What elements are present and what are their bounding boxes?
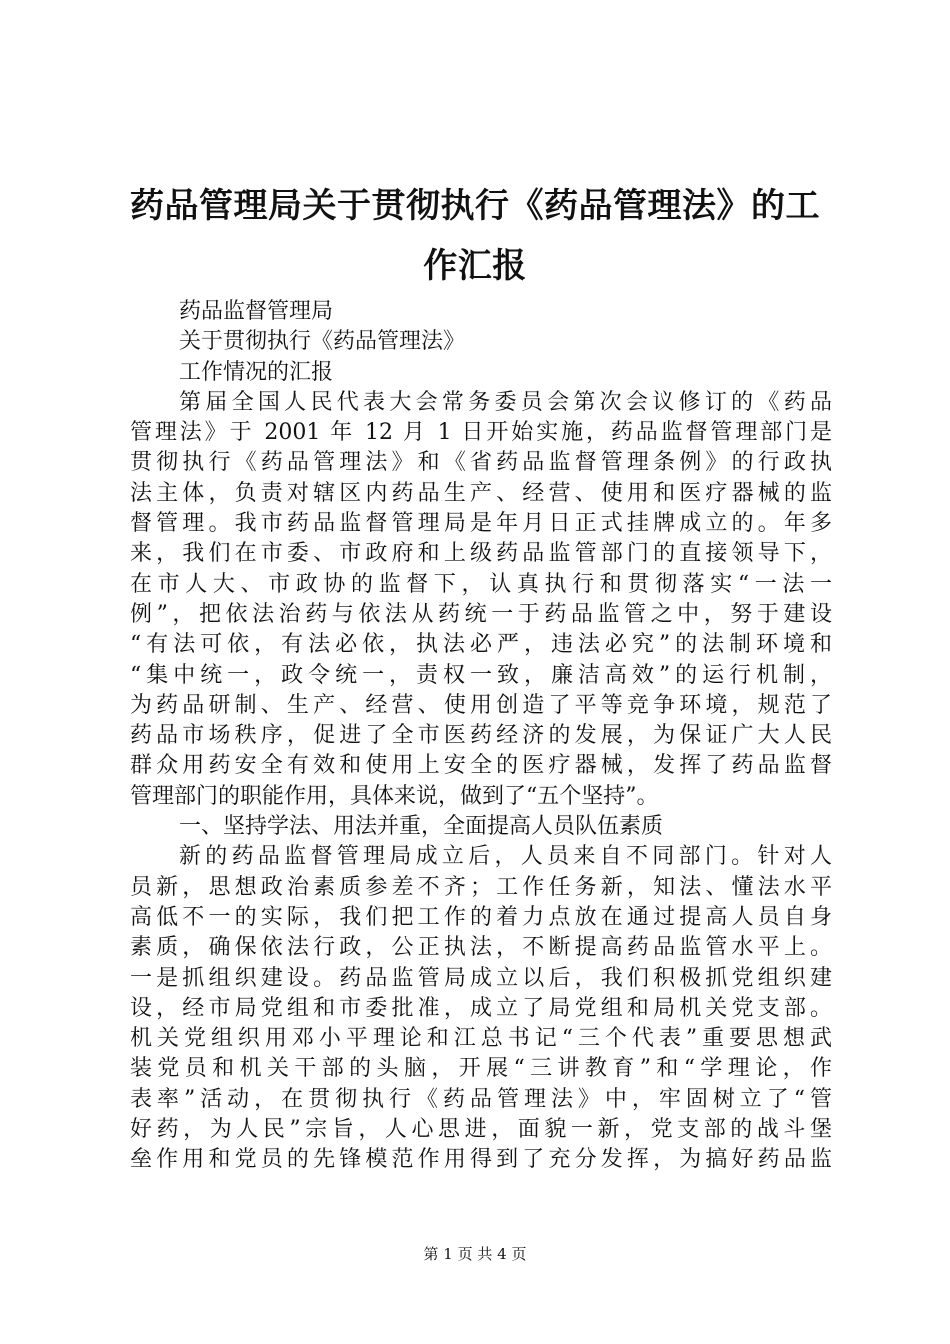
- page-number: 第 1 页 共 4 页: [423, 1245, 527, 1263]
- text-line: 垒作用和党员的先锋模范作用得到了充分发挥，为搞好药品监: [130, 1147, 832, 1173]
- text-line: 来，我们在市委、市政府和上级药品监管部门的直接领导下，: [130, 541, 832, 567]
- text-line: 第届全国人民代表大会常务委员会第次会议修订的《药品: [179, 389, 832, 415]
- text-line: 督管理。我市药品监督管理局是年月日正式挂牌成立的。年多: [130, 511, 832, 537]
- section-heading: 一、坚持学法、用法并重，全面提高人员队伍素质: [179, 814, 664, 840]
- text-line: 一是抓组织建设。药品监管局成立以后，我们积极抓党组织建: [130, 965, 832, 991]
- text-line: 在市人大、市政协的监督下，认真执行和贯彻落实“一法一: [130, 571, 832, 597]
- document-title: [115, 176, 835, 296]
- text-line: 群众用药安全有效和使用上安全的医疗器械，发挥了药品监督: [130, 753, 832, 779]
- document-body: [130, 297, 832, 1176]
- text-line: 机关党组织用邓小平理论和江总书记“三个代表”重要思想武: [130, 1026, 832, 1052]
- text-line: 工作情况的汇报: [179, 359, 334, 385]
- text-line: 新的药品监督管理局成立后，人员来自不同部门。针对人: [179, 844, 832, 870]
- text-line: 药品监督管理局: [179, 299, 334, 324]
- text-line: 设，经市局党组和市委批准，成立了局党组和局机关党支部。: [130, 995, 832, 1021]
- text-line: 管理部门的职能作用，具体来说，做到了“五个坚持”。: [130, 783, 659, 809]
- text-line: 关于贯彻执行《药品管理法》: [179, 329, 466, 355]
- title-line-1: 药品管理局关于贯彻执行《药品管理法》的工: [130, 186, 820, 226]
- text-line: “有法可依，有法必依，执法必严，违法必究”的法制环境和: [130, 632, 832, 658]
- text-line: 高低不一的实际，我们把工作的着力点放在通过提高人员自身: [130, 904, 832, 930]
- page-footer: [0, 1244, 950, 1264]
- text-line: 贯彻执行《药品管理法》和《省药品监督管理条例》的行政执: [130, 450, 832, 476]
- text-line: 法主体，负责对辖区内药品生产、经营、使用和医疗器械的监: [130, 480, 832, 506]
- text-line: 好药，为人民”宗旨，人心思进，面貌一新，党支部的战斗堡: [130, 1117, 832, 1143]
- text-line: 表率”活动，在贯彻执行《药品管理法》中，牢固树立了“管: [130, 1086, 832, 1112]
- text-line: 管理法》于 2001 年 12 月 1 日开始实施，药品监督管理部门是: [130, 420, 832, 446]
- text-line: 员新，思想政治素质参差不齐；工作任务新，知法、懂法水平: [130, 874, 832, 900]
- text-line: 药品市场秩序，促进了全市医药经济的发展，为保证广大人民: [130, 723, 832, 749]
- text-line: 例”，把依法治药与依法从药统一于药品监管之中，努于建设: [130, 601, 832, 627]
- text-line: 装党员和机关干部的头脑，开展“三讲教育”和“学理论，作: [130, 1056, 832, 1082]
- text-line: 素质，确保依法行政，公正执法，不断提高药品监管水平上。: [130, 935, 832, 961]
- title-line-2: 作汇报: [423, 246, 527, 286]
- text-line: 为药品研制、生产、经营、使用创造了平等竞争环境，规范了: [130, 692, 832, 718]
- text-line: “集中统一，政令统一，责权一致，廉洁高效”的运行机制，: [130, 662, 832, 688]
